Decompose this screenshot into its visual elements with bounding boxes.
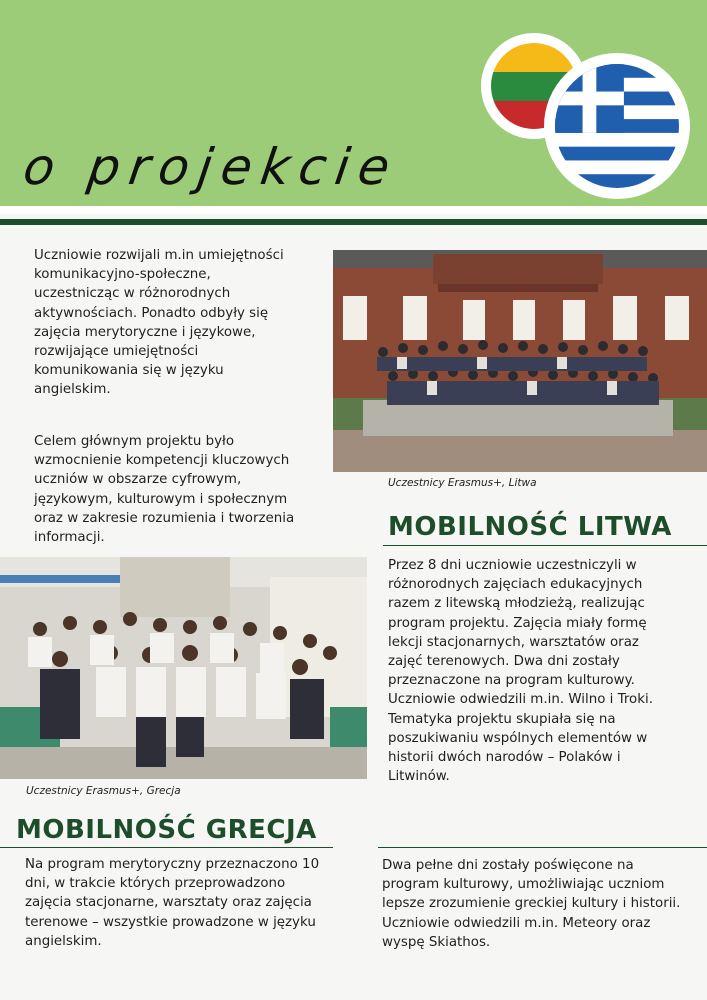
greece-heading-rule <box>0 847 333 848</box>
greece-body-left: Na program merytoryczny przeznaczono 10 dni, w trakcie których przeprowadzono zajęcia stacjonarne, warsztaty oraz zajęcia terenowe – wszystkie prowadzone w języku angielskim. <box>25 857 320 949</box>
greece-flag-icon <box>544 53 690 199</box>
greece-right-rule <box>378 847 707 848</box>
intro-paragraph-1: Uczniowie rozwijali m.in umiejętności komunikacyjno-społeczne, uczestnicząc w różnorodnych aktywnościach. Ponadto odbyły się zajęcia merytoryczne i językowe, rozwijające umiejętności komunikowania się w języku angielskim. <box>34 248 284 398</box>
page-title: o projekcie <box>19 138 403 196</box>
divider-green <box>0 219 707 225</box>
lithuania-group-photo <box>333 250 707 472</box>
greece-heading: MOBILNOŚĆ GRECJA <box>16 815 317 845</box>
greece-photo-caption: Uczestnicy Erasmus+, Grecja <box>26 785 181 797</box>
greece-body-right: Dwa pełne dni zostały poświęcone na program kulturowy, umożliwiając uczniom lepsze zrozumienie greckiej kultury i historii. Uczniowie odwiedzili m.in. Meteory oraz wyspę Skiathos. <box>382 858 681 950</box>
lithuania-body: Przez 8 dni uczniowie uczestniczyli w różnorodnych zajęciach edukacyjnych razem z litewską młodzieżą, realizując program projektu. Zajęcia miały formę lekcji stacjonarnych, warsztatów oraz zajęć terenowych. Dwa dni zostały przeznaczone na program kulturowy. Uczniowie odwiedzili m.in. Wilno i Troki. Tematyka projektu skupiała się na poszukiwaniu wspólnych elementów w historii dwóch narodów – Polaków i Litwinów. <box>388 558 653 785</box>
lithuania-heading: MOBILNOŚĆ LITWA <box>388 512 672 542</box>
greece-group-photo <box>0 557 367 779</box>
lithuania-photo-caption: Uczestnicy Erasmus+, Litwa <box>388 477 537 489</box>
divider-white <box>0 206 707 214</box>
intro-paragraph-2: Celem głównym projektu było wzmocnienie kompetencji kluczowych uczniów w obszarze cyfrowym, językowym, kulturowym i społecznym oraz w zakresie rozumienia i tworzenia informacji. <box>34 434 295 546</box>
lithuania-heading-rule <box>383 545 707 546</box>
